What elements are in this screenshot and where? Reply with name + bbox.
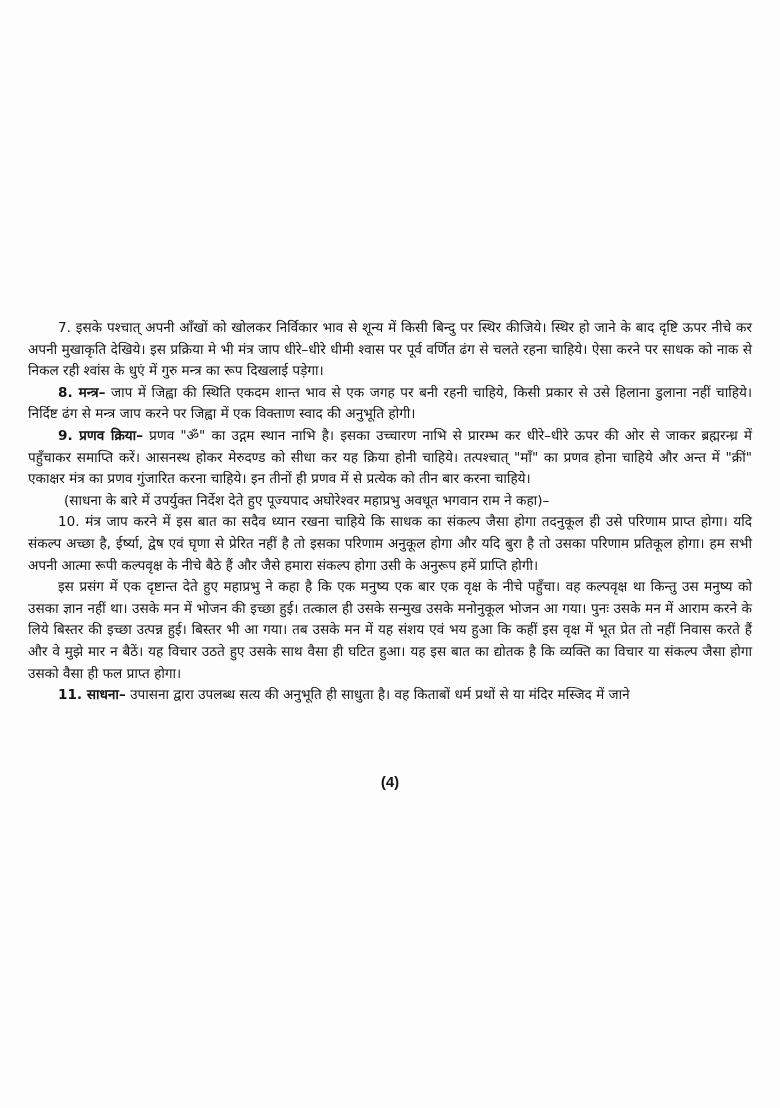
paragraph-10: [28, 512, 752, 577]
paragraph-7-text: 7. इसके पश्चात् अपनी आँखों को खोलकर निर्विकार भाव से शून्य में किसी बिन्दु पर स्थिर कीजिये। स्थिर हो जाने के बाद दृष्टि ऊपर नीचे कर अपनी मुखाकृति देखिये। इस प्रक्रिया मे भी मंत्र जाप धीरे–धीरे धीमी श्वास पर पूर्व वर्णित ढंग से चलते रहना चाहिये। ऐसा करने पर साधक को नाक से निकल रही श्वांस के धुएं में गुरु मन्त्र का रूप दिखलाई पड़ेगा।: [28, 320, 752, 380]
paragraph-9-text: प्रणव "ॐ" का उद्गम स्थान नाभि है। इसका उच्चारण नाभि से प्रारम्भ कर धीरे–धीरे ऊपर की ओर से जाकर ब्रह्मरन्ध्र में पहुँचाकर समाप्ति करें। आसनस्थ होकर मेरुदण्ड को सीधा कर यह क्रिया होनी चाहिये। तत्पश्चात् "माँ" का प्रणव होना चाहिये और अन्त में "क्रीं" एकाक्षर मंत्र का प्रणव गुंजारित करना चाहिये। इन तीनों ही प्रणव में से प्रत्येक को तीन बार करना चाहिये।: [28, 427, 753, 488]
paragraph-10-parable: [28, 577, 752, 685]
paragraph-11-sadhana: [28, 685, 752, 707]
paragraph-7: [28, 318, 752, 383]
paragraph-10-parable-text: इस प्रसंग में एक दृष्टान्त देते हुए महाप्रभु ने कहा है कि एक मनुष्य एक बार एक वृक्ष के नीचे पहुँचा। वह कल्पवृक्ष था किन्तु उस मनुष्य को उसका ज्ञान नहीं था। उसके मन में भोजन की इच्छा हुई। तत्काल ही उसके सन्मुख उसके मनोनुकूल भोजन आ गया। पुनः उसके मन में आराम करने के लिये बिस्तर की इच्छा उत्पन्न हुई। बिस्तर भी आ गया। तब उसके मन में यह संशय एवं भय हुआ कि कहीं इस वृक्ष में भूत प्रेत तो नहीं निवास करते हैं और वे मुझे मार न बैठें। यह विचार उठते हुए उसके साथ वैसा ही घटित हुआ। यह इस बात का द्योतक है कि व्यक्ति का विचार या संकल्प जैसा होगा उसको वैसा ही फल प्राप्त होगा।: [28, 579, 752, 682]
paragraph-8-mantra: [28, 383, 752, 426]
paragraph-9-pranav-kriya: [28, 426, 752, 491]
paragraph-8-heading: 8. मन्त्र–: [58, 384, 106, 401]
paragraph-9-heading: 9. प्रणव क्रिया–: [58, 427, 144, 444]
paragraph-10-text: 10. मंत्र जाप करने में इस बात का सदैव ध्यान रखना चाहिये कि साधक का संकल्प जैसा होगा तदनुकूल ही उसे परिणाम प्राप्त होगा। यदि संकल्प अच्छा है, ईर्ष्या, द्वेष एवं घृणा से प्रेरित नहीं है तो इसका परिणाम अनुकूल होगा और यदि बुरा है तो उसका परिणाम प्रतिकूल होगा। हम सभी अपनी आत्मा रूपी कल्पवृक्ष के नीचे बैठे हैं और जैसे हमारा संकल्प होगा उसी के अनुरूप हमें प्राप्ति होगी।: [28, 514, 752, 574]
paragraph-note: [28, 491, 752, 513]
paragraph-8-text: जाप में जिह्वा की स्थिति एकदम शान्त भाव से एक जगह पर बनी रहनी चाहिये, किसी प्रकार से उसे हिलाना डुलाना नहीं चाहिये। निर्दिष्ट ढंग से मन्त्र जाप करने पर जिह्वा में एक विक्ताण स्वाद की अनुभूति होगी।: [28, 384, 752, 423]
paragraph-11-text: उपासना द्वारा उपलब्ध सत्य की अनुभूति ही साधुता है। वह किताबों धर्म प्रथों से या मंदिर मस्जिद में जाने: [125, 687, 630, 704]
page-number: (4): [380, 774, 400, 791]
paragraph-11-heading: 11. साधना–: [58, 687, 126, 704]
paragraph-note-text: (साधना के बारे में उपर्युक्त निर्देश देते हुए पूज्यपाद अघोरेश्वर महाप्रभु अवधूत भगवान राम ने कहा)–: [64, 492, 550, 509]
body-text: [28, 318, 752, 707]
